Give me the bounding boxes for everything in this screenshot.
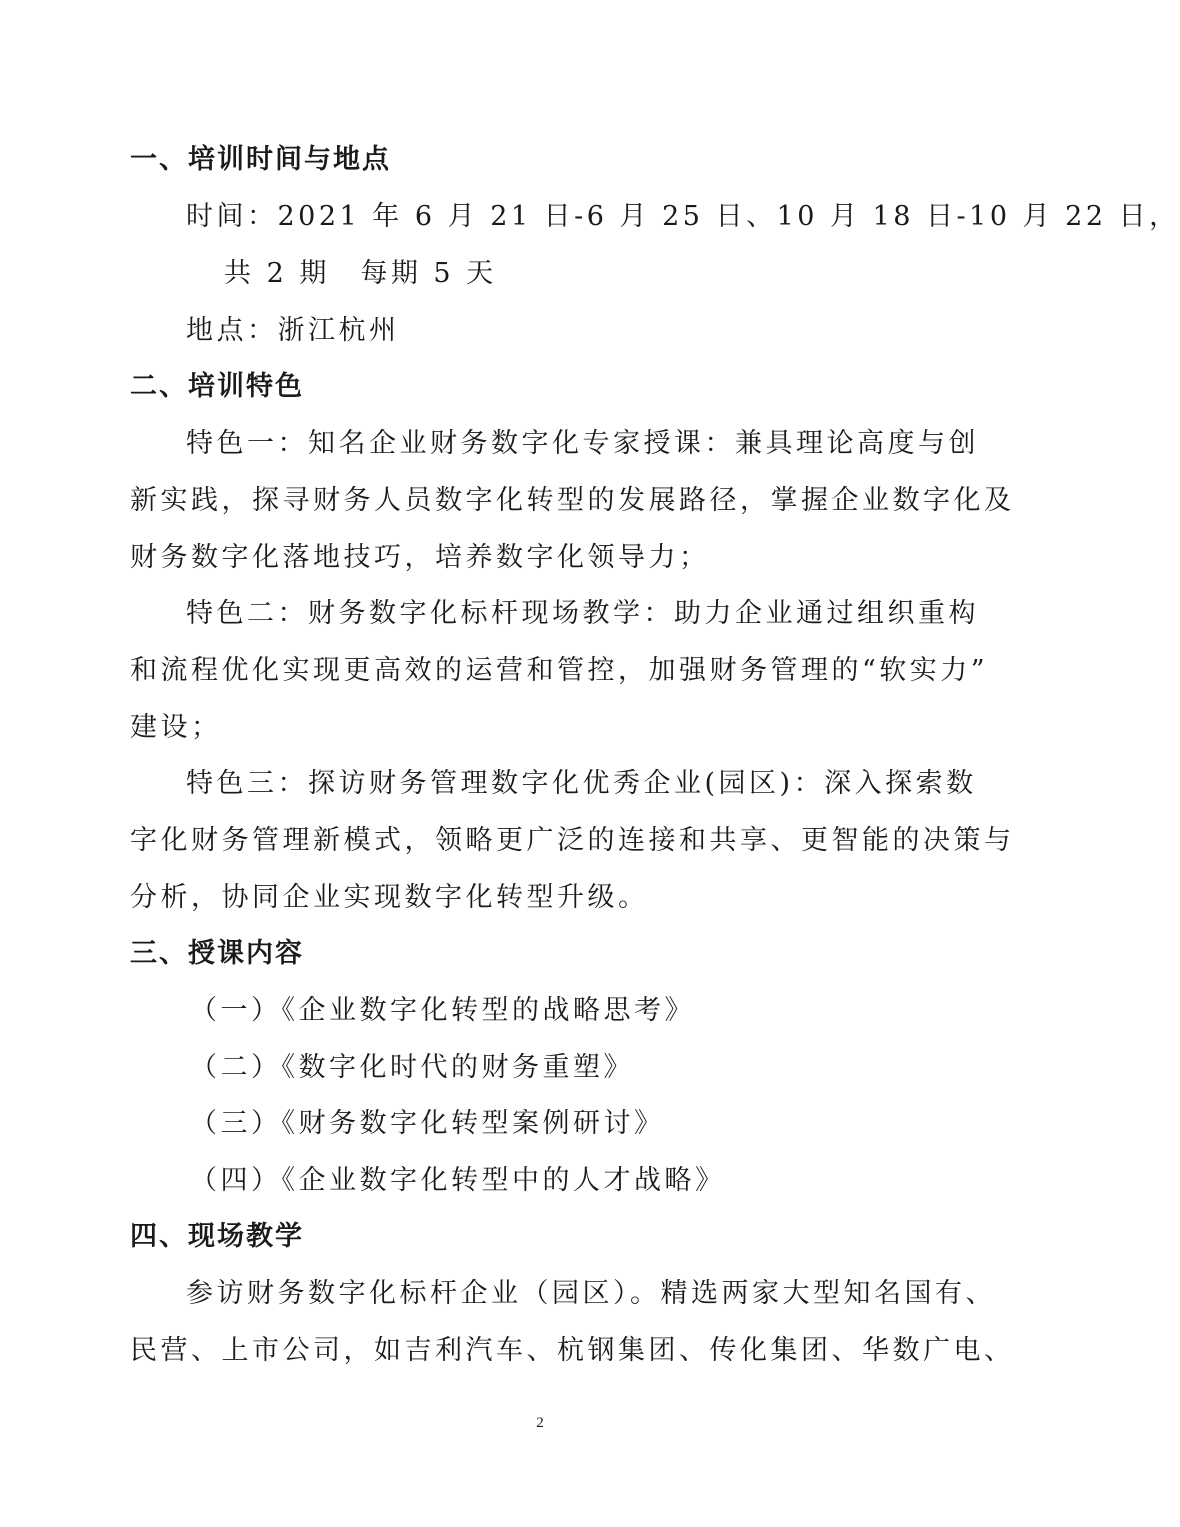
- section-heading-1: 一、培训时间与地点: [130, 144, 391, 175]
- feature2-line-1: 特色二：财务数字化标杆现场教学：助力企业通过组织重构: [186, 598, 979, 629]
- section-heading-2: 二、培训特色: [130, 371, 304, 402]
- feature1-line-3: 财务数字化落地技巧，培养数字化领导力；: [130, 542, 710, 573]
- site-visit-line-1: 参访财务数字化标杆企业（园区）。精选两家大型知名国有、: [186, 1278, 996, 1309]
- course-item-2: （二）《数字化时代的财务重塑》: [190, 1052, 634, 1083]
- page-number: 2: [536, 1415, 544, 1431]
- course-item-1: （一）《企业数字化转型的战略思考》: [190, 995, 695, 1026]
- feature2-line-3: 建设；: [130, 712, 222, 743]
- section-heading-3: 三、授课内容: [130, 938, 304, 969]
- feature3-line-1: 特色三：探访财务管理数字化优秀企业(园区)：深入探索数: [186, 768, 977, 799]
- course-item-4: （四）《企业数字化转型中的人才战略》: [190, 1165, 726, 1196]
- feature3-line-3: 分析，协同企业实现数字化转型升级。: [130, 882, 649, 913]
- course-item-3: （三）《财务数字化转型案例研讨》: [190, 1108, 665, 1139]
- training-time-line-2: 共 2 期 每期 5 天: [224, 258, 497, 289]
- feature1-line-2: 新实践，探寻财务人员数字化转型的发展路径，掌握企业数字化及: [130, 485, 1015, 516]
- section-heading-4: 四、现场教学: [130, 1221, 304, 1252]
- training-time-line-1: 时间：2021 年 6 月 21 日-6 月 25 日、10 月 18 日-10 月 22 日，: [186, 201, 1180, 232]
- feature2-line-2: 和流程优化实现更高效的运营和管控，加强财务管理的“软实力”: [130, 655, 989, 686]
- feature3-line-2: 字化财务管理新模式，领略更广泛的连接和共享、更智能的决策与: [130, 825, 1015, 856]
- site-visit-line-2: 民营、上市公司，如吉利汽车、杭钢集团、传化集团、华数广电、: [130, 1335, 1015, 1366]
- training-place: 地点：浙江杭州: [186, 315, 400, 346]
- feature1-line-1: 特色一：知名企业财务数字化专家授课：兼具理论高度与创: [186, 428, 979, 459]
